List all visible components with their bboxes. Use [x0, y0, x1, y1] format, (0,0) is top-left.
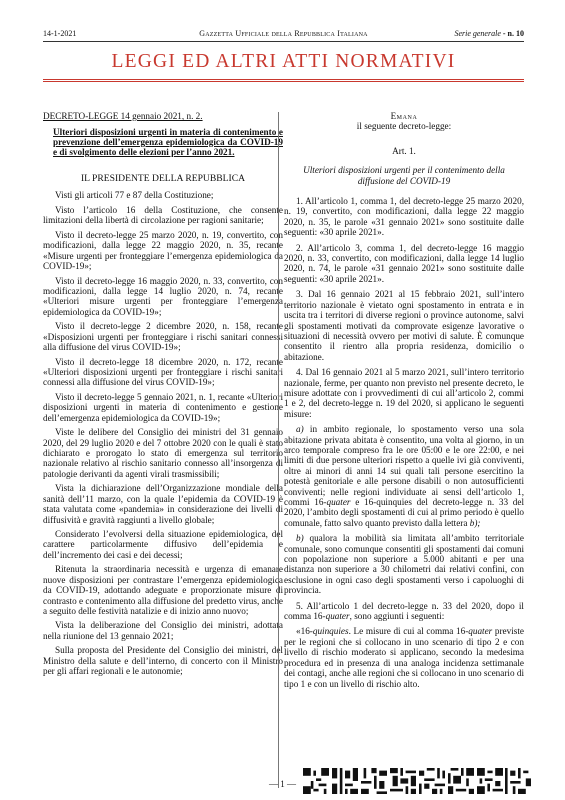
barcode-4 — [390, 768, 416, 794]
preamble-paragraph: Vista la dichiarazione dell’Organizzazione mondiale della sanità dell’11 marzo, con la quale l’epidemia da COVID-19 è stata valutata come «pandemia» in considerazione dei livelli di diffusività e gravità raggiunti a livello globale; — [43, 483, 283, 525]
decree-description-text: Ulteriori disposizioni urgenti in materia di contenimento e prevenzione dell’emergenza epidemiologica da COVID-19 e di svolgimento delle elezioni per l’anno 2021. — [53, 127, 283, 157]
article-number: Art. 1. — [392, 145, 416, 156]
barcode-1 — [303, 768, 329, 794]
preamble-paragraph: Ritenuta la straordinaria necessità e urgenza di emanare nuove disposizioni per contrastare l’emergenza epidemiologica da COVID-19, adottando adeguate e proporzionate misure di contrasto e contenimento alla diffusione del predetto virus, anche a seguito delle festività natalizie e di inizio anno nuovo; — [43, 564, 283, 616]
header-issue-number: - n. 10 — [502, 29, 524, 38]
article-paragraph-4b — [284, 533, 524, 595]
article-paragraph-1: 1. All’articolo 1, comma 1, del decreto-legge 25 marzo 2020, n. 19, convertito, con modificazioni, dalla legge 22 maggio 2020, n. 35, le parole «31 gennaio 2021» sono sostituite dalle seguenti: «30 aprile 2021». — [284, 196, 524, 238]
letter-a-ref-b: b); — [469, 517, 481, 528]
page-header — [43, 28, 524, 40]
barcode-7 — [477, 768, 503, 794]
page-number: — 1 — — [269, 779, 296, 789]
barcode-icon — [477, 768, 503, 794]
letter-a-label: a) — [296, 424, 304, 435]
barcode-6 — [448, 768, 474, 794]
barcode-icon — [419, 768, 445, 794]
preamble-paragraph: Considerato l’evolversi della situazione epidemiologica, del carattere particolarmente diffusivo dell’epidemia e dell’incremento dei casi e dei decessi; — [43, 529, 283, 560]
section-rule-thick — [43, 81, 524, 82]
preamble-paragraph: Visto il decreto-legge 25 marzo 2020, n. 19, convertito, con modificazioni, dalla legge 22 maggio 2020, n. 35, recante «Misure urgenti per fronteggiare l’emergenza epidemiologica da COVID-19»; — [43, 229, 283, 272]
barcode-icon — [390, 768, 416, 794]
quote-text: . Le misure di cui al comma 16- — [348, 626, 469, 637]
barcode-icon — [332, 768, 358, 794]
header-rule — [43, 41, 524, 42]
barcode-3 — [361, 768, 387, 794]
preamble-paragraph: Visto l’articolo 16 della Costituzione, che consente limitazioni della libertà di circolazione per ragioni sanitarie; — [43, 204, 283, 226]
quote-open: «16- — [296, 626, 313, 637]
section-rule-thin — [43, 79, 524, 80]
barcode-8 — [505, 768, 531, 794]
article-title: Ulteriori disposizioni urgenti per il contenimento della diffusione del COVID-19 — [303, 165, 505, 186]
article-paragraph-2: 2. All’articolo 3, comma 1, del decreto-legge 16 maggio 2020, n. 33, convertito, con modificazioni, dalla legge 14 luglio 2020, n. 74, le parole «31 gennaio 2021» sono sostituite dalle seguenti: «30 aprile 2021». — [284, 242, 524, 284]
letter-a-text-2: e 16-quinquies del decreto-legge n. 33 del 2020, l’ambito degli spostamenti di cui al primo periodo è quello comunale, fatto salvo quanto previsto dalla lettera — [284, 497, 525, 528]
preamble-paragraph: Visto il decreto-legge 18 dicembre 2020, n. 172, recante «Ulteriori disposizioni urgenti per fronteggiare i rischi sanitari connessi alla diffusione del virus COVID-19»; — [43, 356, 283, 388]
p5-text-a: 5. All’articolo 1 del decreto-legge n. 33 del 2020, dopo il comma 16- — [284, 600, 524, 622]
article-paragraph-5 — [284, 601, 524, 622]
presidente-heading: IL PRESIDENTE DELLA REPUBBLICA — [80, 173, 246, 184]
quoted-comma-16-quinquies — [284, 626, 524, 688]
section-title: LEGGI ED ALTRI ATTI NORMATIVI — [111, 51, 456, 72]
preamble-paragraph: Sulla proposta del Presidente del Consiglio dei ministri, del Ministro della salute e dell’interno, di concerto con il Ministro per gli affari regionali e le autonomie; — [43, 645, 283, 677]
letter-a-text: in ambito regionale, lo spostamento verso una sola abitazione privata abitata è consentito, una volta al giorno, in un arco temporale compreso fra le ore 05:00 e le ore 22:00, e nei limiti di due persone ulteriori rispetto a quelle ivi già conviventi, oltre ai minori di anni 14 sui quali tali persone esercitino la potestà genitoriale e alle persone disabili o non autosufficienti conviventi; nelle regioni individuate ai sensi dell’articolo 1, commi 16- — [284, 424, 524, 507]
letter-b-text: qualora la mobilità sia limitata all’ambito territoriale comunale, sono comunque consentiti gli spostamenti dai comuni con popolazione non superiore a 5.000 abitanti e per una distanza non superiore a 30 chilometri dai relativi confini, con esclusione in ogni caso degli spostamenti verso i capoluoghi di provincia. — [284, 533, 524, 596]
quote-quater: quater — [468, 626, 493, 637]
article-paragraph-4: 4. Dal 16 gennaio 2021 al 5 marzo 2021, sull’intero territorio nazionale, ferme, per quanto non previsto nel presente decreto, le misure adottate con i provvedimenti di cui all’articolo 2, commi 1 e 2, del decreto-legge n. 19 del 2020, si applicano le seguenti misure: — [284, 367, 524, 419]
p5-quater: quater — [325, 611, 350, 622]
quote-text-2: previste per le regioni che si collocano in uno scenario di tipo 2 e con livello di rischio moderato si applicano, secondo la medesima procedura ed in presenza di una analoga incidenza settimanale dei contagi, anche alle regioni che si collocano in uno scenario di tipo 1 e con un livello di rischio alto. — [284, 626, 524, 689]
preamble-paragraph: Visto il decreto-legge 16 maggio 2020, n. 33, convertito, con modificazioni, dalla legge 14 luglio 2020, n. 74, recante «Ulteriori misure urgenti per fronteggiare l’emergenza epidemiologica da COVID-19»; — [43, 275, 283, 317]
header-date: 14-1-2021 — [43, 29, 77, 38]
barcode-icon — [505, 768, 531, 794]
barcode-icon — [448, 768, 474, 794]
preamble-paragraph: Viste le delibere del Consiglio dei ministri del 31 gennaio 2020, del 29 luglio 2020 e del 7 ottobre 2020 con le quali è stato dichiarato e prorogato lo stato di emergenza sul territorio nazionale relativo al rischio sanitario connesso all’insorgenza di patologie derivanti da agenti virali trasmissibili; — [43, 427, 283, 479]
article-paragraph-4a — [284, 424, 524, 528]
letter-b-label: b) — [296, 533, 304, 544]
quote-quinquies: quinquies — [312, 626, 349, 637]
barcode-5 — [419, 768, 445, 794]
header-serie-label: Serie generale — [454, 29, 501, 38]
header-gazzetta-title: Gazzetta Ufficiale della Repubblica Italiana — [199, 29, 368, 38]
emana-heading: Emana — [390, 111, 418, 121]
article-paragraph-3: 3. Dal 16 gennaio 2021 al 15 febbraio 2021, sull’intero territorio nazionale è vietato ogni spostamento in entrata e in uscita tra i territori di diverse regioni o province autonome, salvi gli spostamenti motivati da comprovate esigenze lavorative o situazioni di necessità ovvero per motivi di salute. È comunque consentito il rientro alla propria residenza, domicilio o abitazione. — [284, 289, 524, 362]
barcode-icon — [303, 768, 329, 794]
right-column — [284, 111, 524, 694]
barcode-2 — [332, 768, 358, 794]
preamble-paragraph: Visto il decreto-legge 2 dicembre 2020, n. 158, recante «Disposizioni urgenti per fronteggiare i rischi sanitari connessi alla diffusione del virus COVID-19»; — [43, 321, 283, 353]
column-divider — [278, 112, 279, 788]
header-serie — [454, 28, 524, 40]
emana-subheading: il seguente decreto-legge: — [356, 121, 452, 132]
left-column — [43, 111, 283, 681]
p5-text-b: , sono aggiunti i seguenti: — [349, 611, 445, 622]
barcode-icon — [361, 768, 387, 794]
decree-description — [43, 127, 283, 157]
preamble-paragraph: Vista la deliberazione del Consiglio dei ministri, adottata nella riunione del 13 gennaio 2021; — [43, 620, 283, 641]
letter-a-quater: quater — [326, 497, 351, 507]
decree-title: DECRETO-LEGGE 14 gennaio 2021, n. 2. — [43, 111, 203, 121]
preamble-paragraph: Visto il decreto-legge 5 gennaio 2021, n. 1, recante «Ulteriori disposizioni urgenti in materia di contenimento e gestione dell’emergenza epidemiologica da COVID-19»; — [43, 391, 283, 423]
preamble-paragraph: Visti gli articoli 77 e 87 della Costituzione; — [55, 190, 214, 201]
